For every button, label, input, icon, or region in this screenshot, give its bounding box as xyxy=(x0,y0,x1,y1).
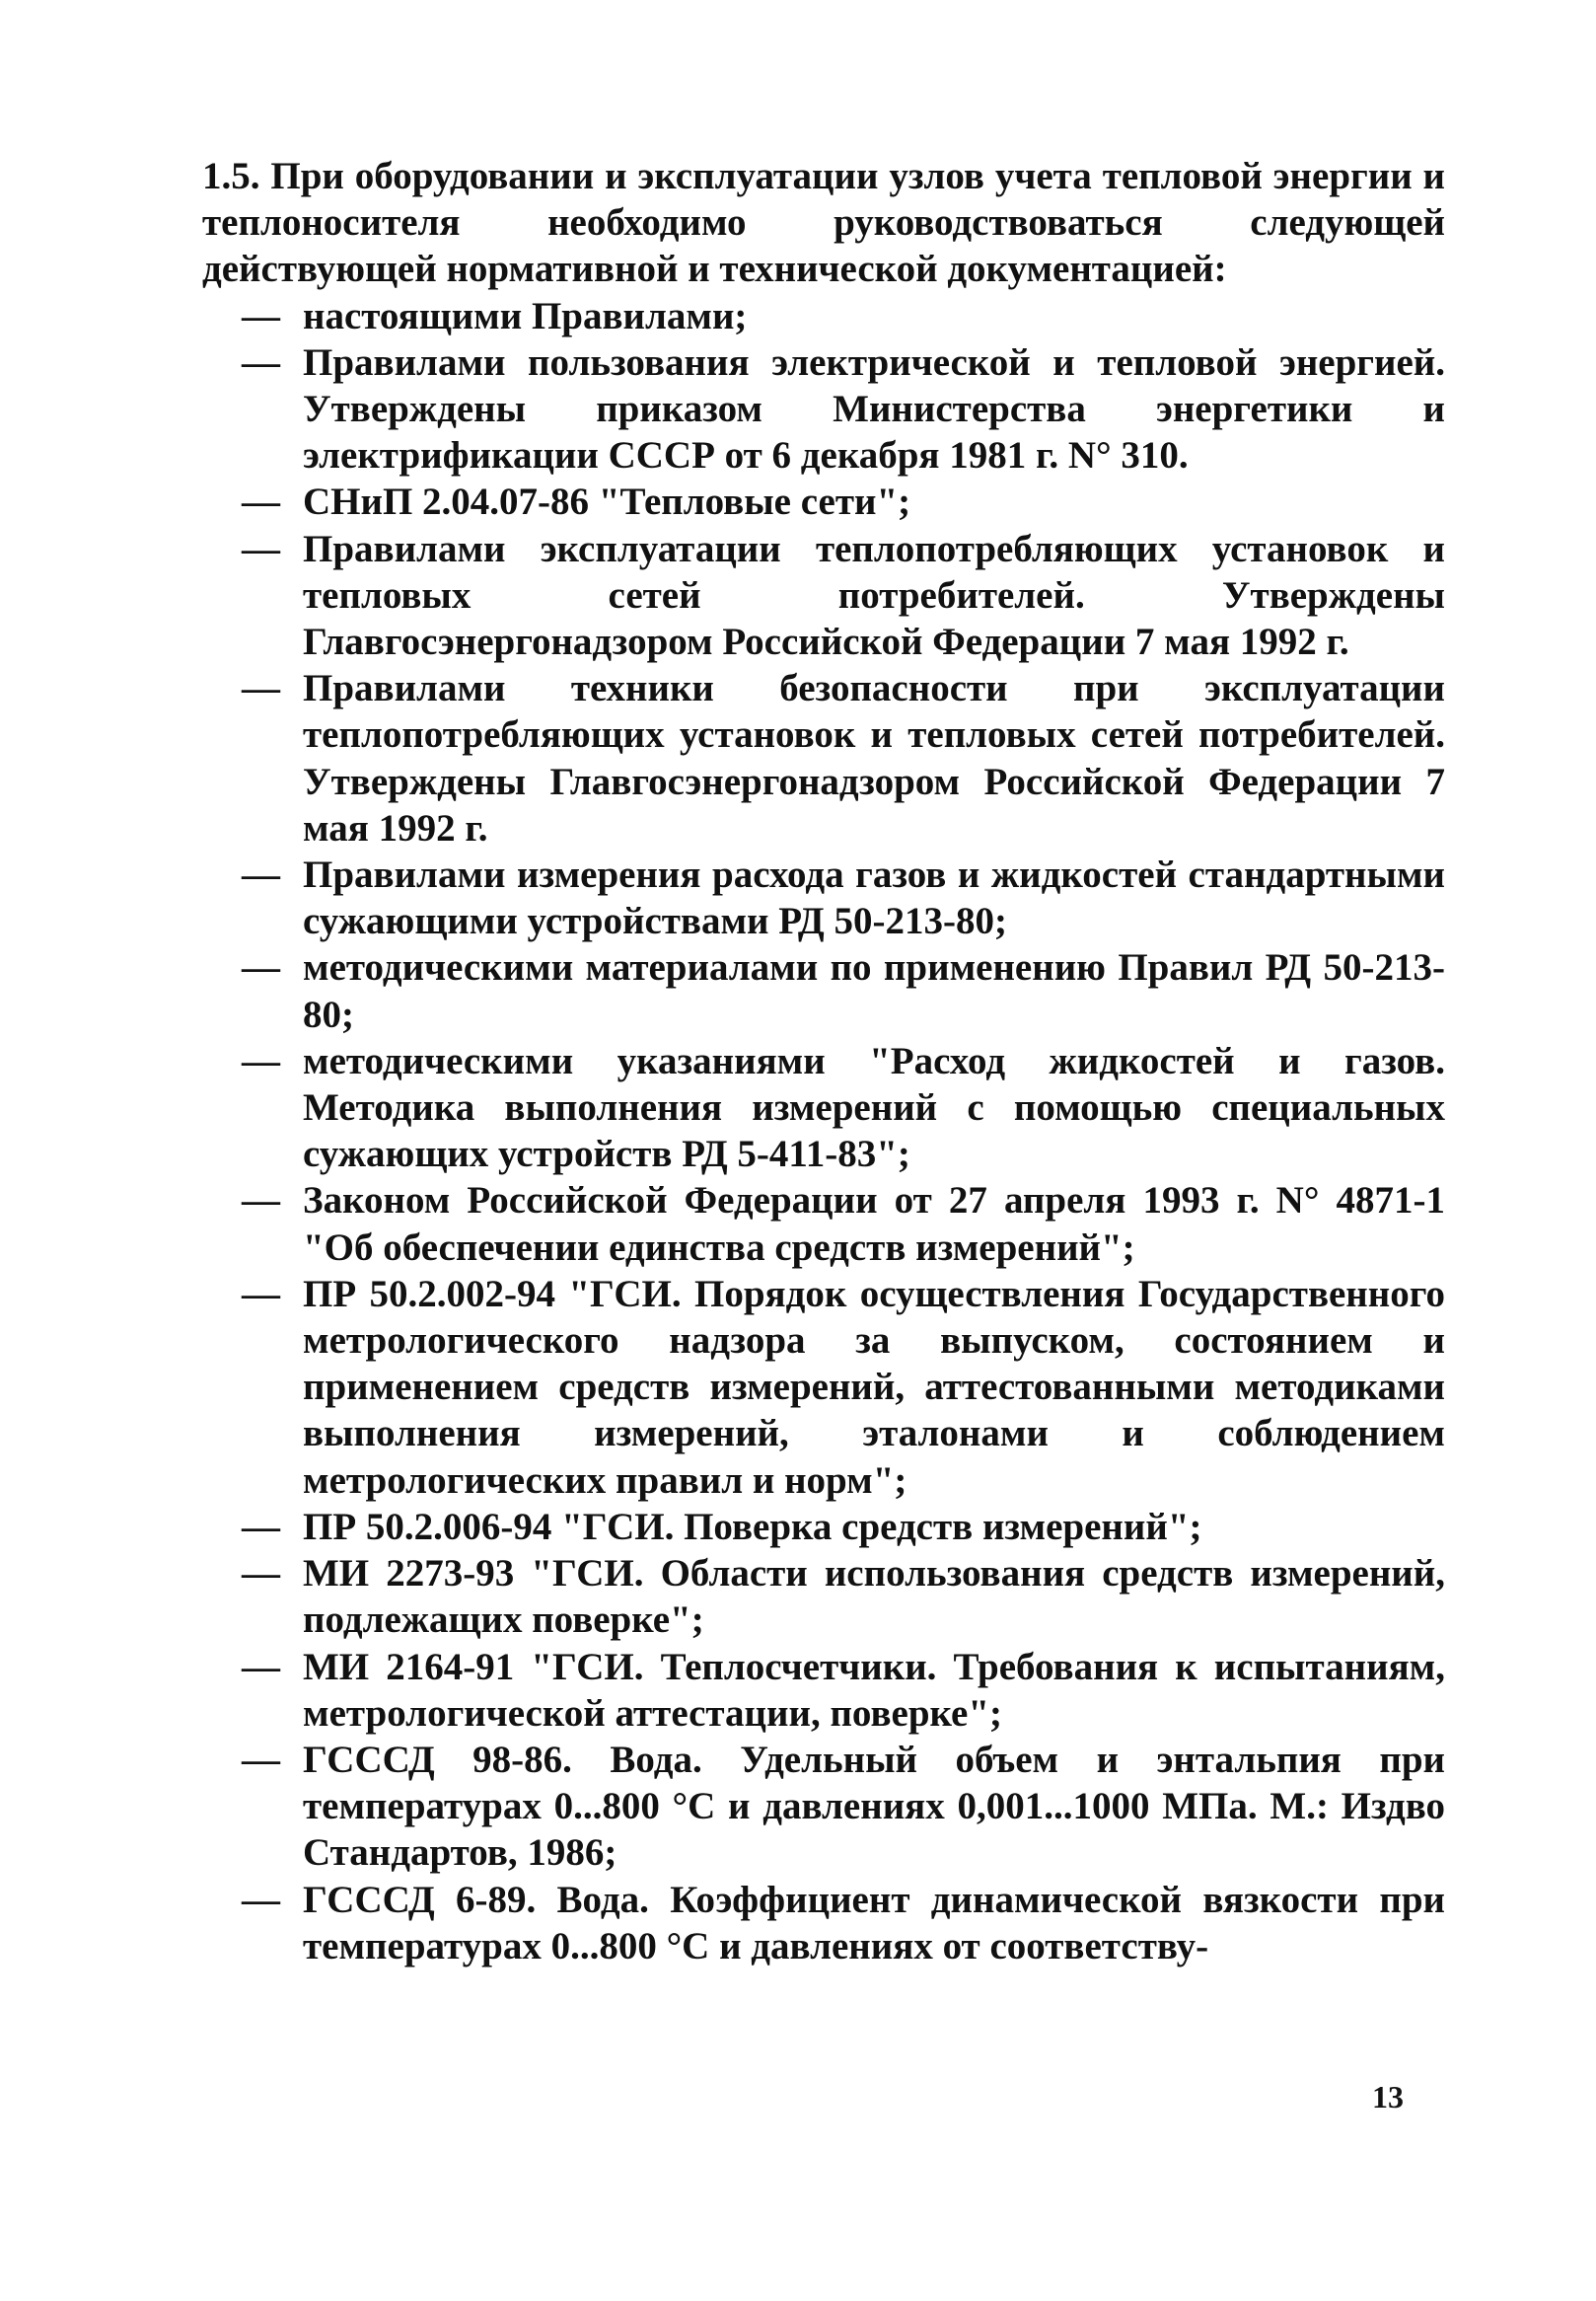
list-dash: — xyxy=(242,667,280,710)
list-dash: — xyxy=(242,481,280,524)
list-dash: — xyxy=(242,1179,280,1223)
list-item xyxy=(202,1550,1445,1643)
list-item-text: Правилами измерения расхода газов и жидкостей стандартными сужающими устройствами РД 50-213-80; xyxy=(303,854,1445,943)
list-item xyxy=(202,293,1445,339)
list-item xyxy=(202,944,1445,1037)
list-item xyxy=(202,852,1445,944)
list-item xyxy=(202,339,1445,480)
list-item xyxy=(202,1737,1445,1877)
list-item-text: Правилами техники безопасности при эксплуатации теплопотребляющих установок и тепловых сетей потребителей. Утверждены Главгосэнергонадзором Российской Федерации 7 мая 1992 г. xyxy=(303,667,1445,850)
list-dash: — xyxy=(242,1738,280,1781)
list-dash: — xyxy=(242,1878,280,1921)
list-item xyxy=(202,526,1445,666)
list-item-text: ГСССД 6-89. Вода. Коэффициент динамической вязкости при температурах 0...800 °С и давлениях от соответству- xyxy=(303,1878,1445,1967)
list-item-text: Правилами пользования электрической и тепловой энергией. Утверждены приказом Министерства энергетики и электрификации СССР от 6 декабря 1981 г. N° 310. xyxy=(303,340,1445,478)
page-number: 13 xyxy=(1372,2079,1404,2115)
list-item-text: Законом Российской Федерации от 27 апреля 1993 г. N° 4871-1 "Об обеспечении единства средств измерений"; xyxy=(303,1179,1445,1269)
list-dash: — xyxy=(242,1505,280,1548)
section-intro-text: При оборудовании и эксплуатации узлов учета тепловой энергии и теплоносителя необходимо руководствоваться следующей действующей нормативной и технической документацией: xyxy=(202,155,1446,291)
list-dash: — xyxy=(242,1552,280,1596)
list-item-text: МИ 2164-91 "ГСИ. Теплосчетчики. Требования к испытаниям, метрологической аттестации, поверке"; xyxy=(303,1645,1445,1735)
list-dash: — xyxy=(242,1039,280,1082)
list-item xyxy=(202,1271,1445,1504)
list-item-text: Правилами эксплуатации теплопотребляющих установок и тепловых сетей потребителей. Утверждены Главгосэнергонадзором Российской Федерации 7 мая 1992 г. xyxy=(303,527,1445,664)
list-item xyxy=(202,479,1445,525)
list-item-text: СНиП 2.04.07-86 "Тепловые сети"; xyxy=(303,481,911,524)
document-list xyxy=(202,293,1445,1969)
list-dash: — xyxy=(242,1645,280,1688)
list-item-text: настоящими Правилами; xyxy=(303,294,748,337)
list-dash: — xyxy=(242,340,280,384)
list-dash: — xyxy=(242,294,280,337)
list-item-text: ПР 50.2.002-94 "ГСИ. Порядок осуществления Государственного метрологического надзора за выпуском, состоянием и применением средств измерений, аттестованными методиками выполнения измерений, эталонами и соблюдением метрологических правил и норм"; xyxy=(303,1272,1445,1502)
list-item-text: МИ 2273-93 "ГСИ. Области использования средств измерений, подлежащих поверке"; xyxy=(303,1552,1445,1642)
list-item-text: методическими материалами по применению Правил РД 50-213-80; xyxy=(303,946,1445,1036)
page-content xyxy=(202,153,1445,1969)
list-item xyxy=(202,1644,1445,1737)
list-item xyxy=(202,1177,1445,1270)
list-item xyxy=(202,1504,1445,1550)
list-item xyxy=(202,1038,1445,1178)
list-item xyxy=(202,1877,1445,1969)
list-dash: — xyxy=(242,527,280,570)
list-item-text: методическими указаниями "Расход жидкостей и газов. Методика выполнения измерений с помощью специальных сужающих устройств РД 5-411-83"; xyxy=(303,1039,1445,1176)
list-item-text: ГСССД 98-86. Вода. Удельный объем и энтальпия при температурах 0...800 °С и давлениях 0,001...1000 МПа. М.: Издво Стандартов, 1986; xyxy=(303,1738,1445,1875)
list-dash: — xyxy=(242,946,280,990)
list-item xyxy=(202,665,1445,852)
list-dash: — xyxy=(242,854,280,897)
section-number: 1.5. xyxy=(202,155,260,197)
list-dash: — xyxy=(242,1272,280,1315)
section-intro-paragraph xyxy=(202,153,1445,293)
list-item-text: ПР 50.2.006-94 "ГСИ. Поверка средств измерений"; xyxy=(303,1505,1202,1548)
